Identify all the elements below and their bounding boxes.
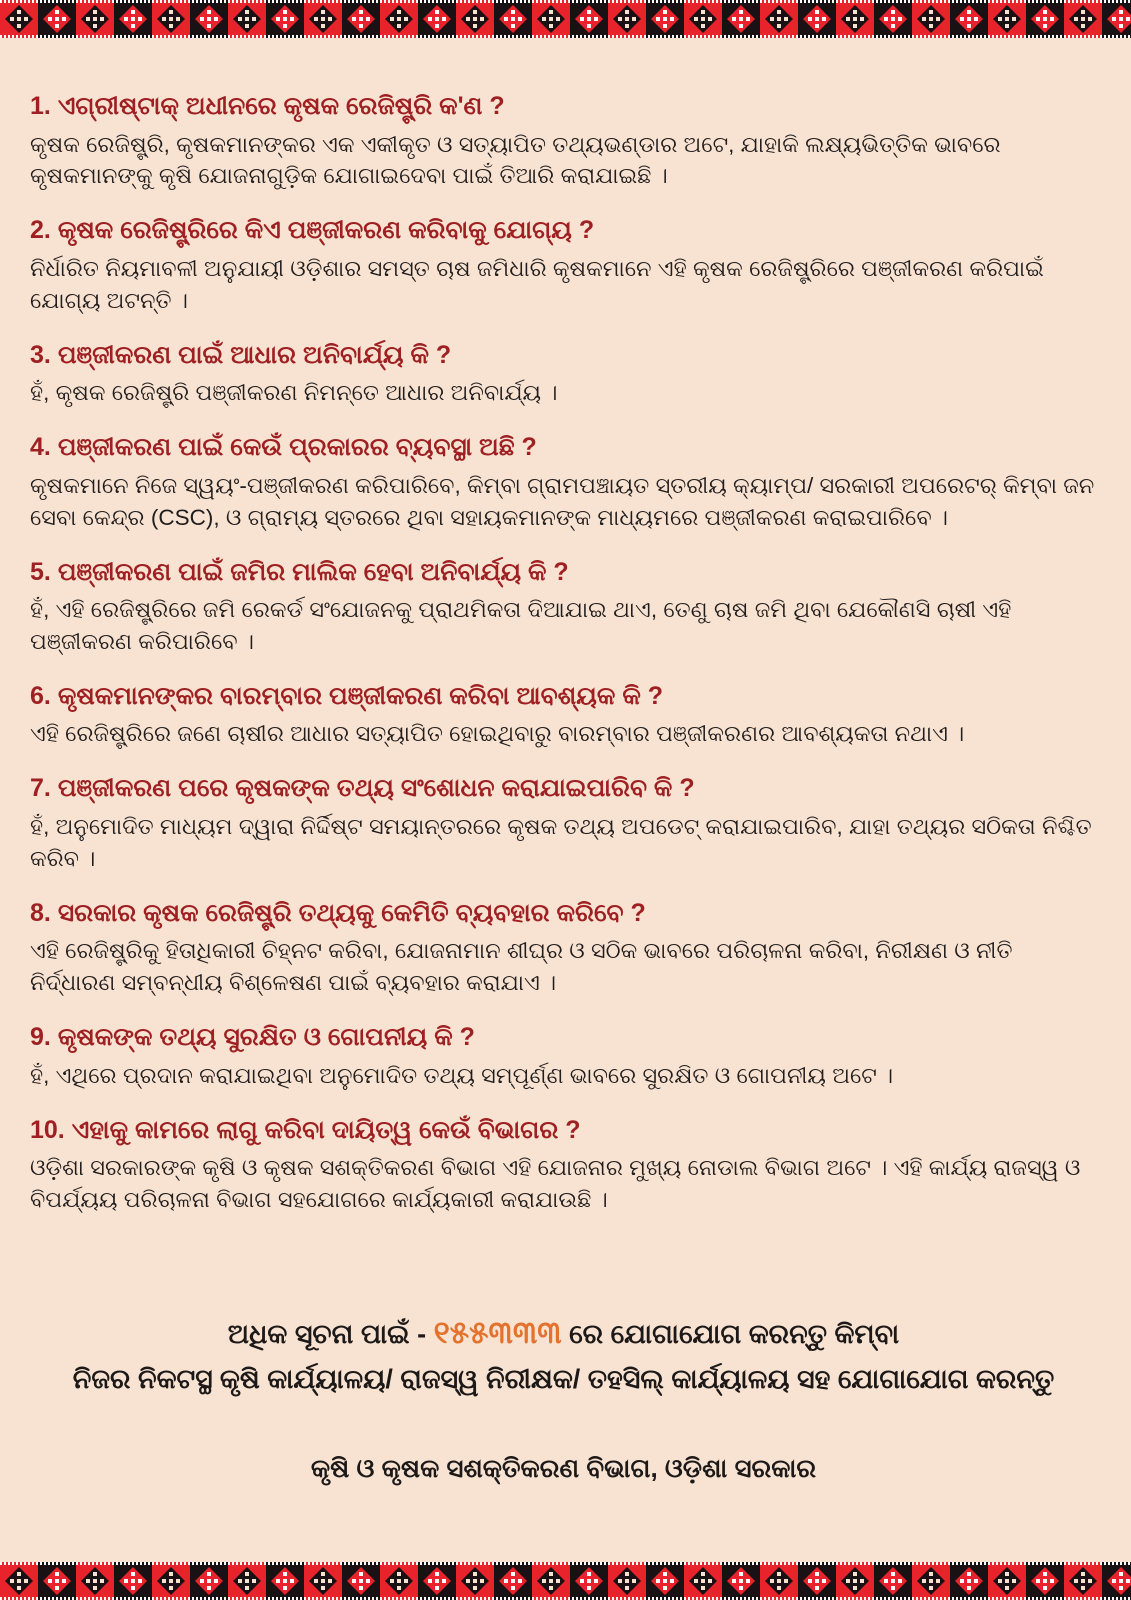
contact-offices-line: ନିଜର ନିକଟସ୍ଥ କୃଷି କାର୍ଯ୍ୟାଳୟ/ ରାଜସ୍ୱ ନିରୀକ୍ଷକ/ ତହସିଲ୍ କାର୍ଯ୍ୟାଳୟ ସହ ଯୋଗାଯୋଗ କରନ୍ତୁ xyxy=(72,1363,1055,1394)
faq-item xyxy=(30,1021,1097,1091)
helpline-number: ୧୫୫୩୩୩ xyxy=(433,1314,562,1350)
faq-item xyxy=(30,90,1097,192)
faq-question-text: ପଞ୍ଜୀକରଣ ପରେ କୃଷକଙ୍କ ତଥ୍ୟ ସଂଶୋଧନ କରାଯାଇପାରିବ କି ? xyxy=(57,774,695,803)
faq-answer: ହଁ, ଏହି ରେଜିଷ୍ଟ୍ରିରେ ଜମି ରେକର୍ଡ ସଂଯୋଜନକୁ ପ୍ରାଥମିକତା ଦିଆଯାଇ ଥାଏ, ତେଣୁ ଚାଷ ଜମି ଥିବା ଯେକୌଣସି ଚାଷୀ ଏହି ପଞ୍ଜୀକରଣ କରିପାରିବେ । xyxy=(30,597,1012,654)
faq-question-text: ସରକାର କୃଷକ ରେଜିଷ୍ଟ୍ରି ତଥ୍ୟକୁ କେମିତି ବ୍ୟବହାର କରିବେ ? xyxy=(57,898,646,927)
faq-question xyxy=(30,1021,1097,1054)
faq-question-text: ପଞ୍ଜୀକରଣ ପାଇଁ ଆଧାର ଅନିବାର୍ଯ୍ୟ କି ? xyxy=(57,340,452,369)
faq-item xyxy=(30,431,1097,533)
faq-answer: ଏହି ରେଜିଷ୍ଟ୍ରିରେ ଜଣେ ଚାଷୀର ଆଧାର ସତ୍ୟାପିତ ହୋଇଥିବାରୁ ବାରମ୍ବାର ପଞ୍ଜୀକରଣର ଆବଶ୍ୟକତା ନଥାଏ । xyxy=(30,721,965,747)
department-signature: କୃଷି ଓ କୃଷକ ସଶକ୍ତିକରଣ ବିଭାଗ, ଓଡ଼ିଶା ସରକାର xyxy=(310,1452,817,1483)
faq-question-number: 7. xyxy=(30,774,51,803)
faq-question xyxy=(30,680,1097,713)
faq-question-text: ଏହାକୁ କାମରେ ଲାଗୁ କରିବା ଦାୟିତ୍ୱ କେଉଁ ବିଭାଗର ? xyxy=(71,1115,581,1144)
faq-item xyxy=(30,214,1097,316)
faq-item xyxy=(30,897,1097,999)
faq-answer: ଏହି ରେଜିଷ୍ଟ୍ରିକୁ ହିତାଧିକାରୀ ଚିହ୍ନଟ କରିବା, ଯୋଜନାମାନ ଶୀଘ୍ର ଓ ସଠିକ ଭାବରେ ପରିଚାଳନା କରିବା, ନିରୀକ୍ଷଣ ଓ ନୀତି ନିର୍ଦ୍ଧାରଣ ସମ୍ବନ୍ଧୀୟ ବିଶ୍ଳେଷଣ ପାଇଁ ବ୍ୟବହାର କରାଯାଏ । xyxy=(30,938,1013,996)
faq-question-number: 2. xyxy=(30,216,51,245)
faq-question xyxy=(30,1114,1097,1147)
faq-question-number: 8. xyxy=(30,898,51,927)
faq-question-number: 3. xyxy=(30,340,51,369)
faq-question-number: 6. xyxy=(30,681,51,710)
faq-question-number: 4. xyxy=(30,433,51,462)
faq-answer: ହଁ, କୃଷକ ରେଜିଷ୍ଟ୍ରି ପଞ୍ଜୀକରଣ ନିମନ୍ତେ ଆଧାର ଅନିବାର୍ଯ୍ୟ । xyxy=(30,380,558,406)
faq-question-text: ପଞ୍ଜୀକରଣ ପାଇଁ କେଉଁ ପ୍ରକାରର ବ୍ୟବସ୍ଥା ଅଛି ? xyxy=(57,433,537,462)
faq-answer: ହଁ, ଏଥିରେ ପ୍ରଦାନ କରାଯାଇଥିବା ଅନୁମୋଦିତ ତଥ୍ୟ ସମ୍ପୂର୍ଣ୍ଣ ଭାବରେ ସୁରକ୍ଷିତ ଓ ଗୋପନୀୟ ଅଟେ । xyxy=(30,1062,894,1088)
faq-document xyxy=(0,38,1131,1511)
faq-question-text: ଏଗ୍ରୀଷ୍ଟାକ୍ ଅଧୀନରେ କୃଷକ ରେଜିଷ୍ଟ୍ରି କ'ଣ ? xyxy=(57,92,505,120)
decorative-border-top xyxy=(0,0,1131,38)
faq-question xyxy=(30,90,1097,123)
contact-info-line xyxy=(40,1308,1087,1401)
faq-answer: କୃଷକ ରେଜିଷ୍ଟ୍ରି, କୃଷକମାନଙ୍କର ଏକ ଏକୀକୃତ ଓ ସତ୍ୟାପିତ ତଥ୍ୟଭଣ୍ଡାର ଅଟେ, ଯାହାକି ଲକ୍ଷ୍ୟଭିତ୍ତିକ ଭାବରେ କୃଷକମାନଙ୍କୁ କୃଷି ଯୋଜନାଗୁଡ଼ିକ ଯୋଗାଇଦେବା ପାଇଁ ତିଆରି କରାଯାଇଛି । xyxy=(30,131,1001,189)
decorative-border-bottom xyxy=(0,1562,1131,1600)
faq-item xyxy=(30,339,1097,409)
faq-question-number: 1. xyxy=(30,92,51,120)
faq-answer: ହଁ, ଅନୁମୋଦିତ ମାଧ୍ୟମ ଦ୍ୱାରା ନିର୍ଦ୍ଦିଷ୍ଟ ସମୟାନ୍ତରରେ କୃଷକ ତଥ୍ୟ ଅପଡେଟ୍ କରାଯାଇପାରିବ, ଯାହା ତଥ୍ୟର ସଠିକତା ନିଶ୍ଚିତ କରିବ । xyxy=(30,813,1092,871)
faq-question-text: ପଞ୍ଜୀକରଣ ପାଇଁ ଜମିର ମାଲିକ ହେବା ଅନିବାର୍ଯ୍ୟ କି ? xyxy=(57,557,569,586)
faq-item xyxy=(30,772,1097,874)
faq-question-number: 10. xyxy=(30,1115,65,1144)
contact-prefix: ଅଧିକ ସୂଚନା ପାଇଁ - xyxy=(227,1318,434,1349)
faq-question xyxy=(30,214,1097,247)
faq-question-number: 5. xyxy=(30,557,51,586)
faq-question-text: କୃଷକ ରେଜିଷ୍ଟ୍ରିରେ କିଏ ପଞ୍ଜୀକରଣ କରିବାକୁ ଯୋଗ୍ୟ ? xyxy=(57,216,595,245)
faq-question xyxy=(30,897,1097,930)
faq-answer: ଓଡ଼ିଶା ସରକାରଙ୍କ କୃଷି ଓ କୃଷକ ସଶକ୍ତିକରଣ ବିଭାଗ ଏହି ଯୋଜନାର ମୁଖ୍ୟ ନୋଡାଲ ବିଭାଗ ଅଟେ । ଏହି କାର୍ଯ୍ୟ ରାଜସ୍ୱ ଓ ବିପର୍ଯ୍ୟୟ ପରିଚାଳନା ବିଭାଗ ସହଯୋଗରେ କାର୍ଯ୍ୟକାରୀ କରାଯାଉଛି । xyxy=(30,1155,1081,1212)
faq-question-text: କୃଷକମାନଙ୍କର ବାରମ୍ବାର ପଞ୍ଜୀକରଣ କରିବା ଆବଶ୍ୟକ କି ? xyxy=(57,681,664,710)
faq-question-text: କୃଷକଙ୍କ ତଥ୍ୟ ସୁରକ୍ଷିତ ଓ ଗୋପନୀୟ କି ? xyxy=(57,1023,475,1052)
faq-item xyxy=(30,680,1097,750)
faq-item xyxy=(30,556,1097,658)
contact-suffix: ରେ ଯୋଗାଯୋଗ କରନ୍ତୁ କିମ୍ବା xyxy=(561,1318,900,1349)
faq-question xyxy=(30,556,1097,589)
faq-item xyxy=(30,1114,1097,1216)
faq-question-number: 9. xyxy=(30,1023,51,1052)
footer xyxy=(30,1308,1097,1485)
faq-answer: ନିର୍ଧାରିତ ନିୟମାବଳୀ ଅନୁଯାୟୀ ଓଡ଼ିଶାର ସମସ୍ତ ଚାଷ ଜମିଧାରି କୃଷକମାନେ ଏହି କୃଷକ ରେଜିଷ୍ଟ୍ରିରେ ପଞ୍ଜୀକରଣ କରିପାଇଁ ଯୋଗ୍ୟ ଅଟନ୍ତି । xyxy=(30,255,1044,313)
faq-question xyxy=(30,772,1097,805)
faq-answer: କୃଷକମାନେ ନିଜେ ସ୍ୱୟଂ-ପଞ୍ଜୀକରଣ କରିପାରିବେ, କିମ୍ବା ଗ୍ରାମପଞ୍ଚାୟତ ସ୍ତରୀୟ କ୍ୟାମ୍ପ/ ସରକାରୀ ଅପରେଟର୍ କିମ୍ବା ଜନ ସେବା କେନ୍ଦ୍ର (CSC), ଓ ଗ୍ରାମ୍ୟ ସ୍ତରରେ ଥିବା ସହାୟକମାନଙ୍କ ମାଧ୍ୟମରେ ପଞ୍ଜୀକରଣ କରାଇପାରିବେ । xyxy=(30,472,1095,530)
faq-question xyxy=(30,339,1097,372)
faq-question xyxy=(30,431,1097,464)
